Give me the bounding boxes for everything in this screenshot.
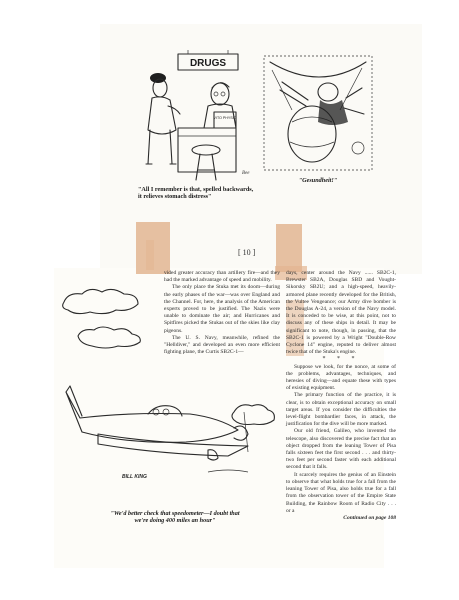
gesundheit-caption: "Gesundheit!"	[298, 177, 338, 184]
paragraph: Suppose we look, for the nonce, at some of the problems, advantages, techniques, and heresies of diving—and equate these with types of existing equipment.	[286, 363, 396, 392]
drugstore-signature: Bee	[242, 171, 250, 176]
cloud	[63, 289, 138, 313]
section-break-stars: * * *	[322, 356, 360, 363]
drugs-sign-text: DRUGS	[189, 58, 227, 69]
plane-caption	[70, 510, 280, 525]
continued-note[interactable]: Continued on page 108	[343, 514, 396, 521]
paragraph: days, center around the Navy ...... SB2C-1, Brewster SB2A, Douglas SBD and Vought-Sikorsky SB2U; and a high-speed, heavily-armored plane recently developed for the British, the Vultee Vengeance; our Army dive bomber is the Douglas A-24, a version of the Navy model. It is conceded to be wise, at this point, not to discuss any of these ships in detail. It may be significant to note, though, in passing, that the SB2C-1 is powered by a Wright "Double-Row Cyclone 14" engine, reputed to deliver almost twice that of the Stuka's engine.	[286, 270, 396, 356]
page-number: [ 10 ]	[238, 248, 256, 257]
gesundheit-cartoon	[262, 52, 374, 174]
article-column-right	[286, 270, 396, 522]
gesundheit-illustration	[262, 52, 374, 174]
cloud	[78, 327, 140, 348]
plane-signature: BILL KING	[122, 474, 147, 480]
drugstore-cartoon	[138, 50, 256, 186]
bottle	[214, 112, 236, 128]
tape-strip	[146, 240, 154, 270]
gunner-head	[318, 83, 338, 101]
plane-illustration	[58, 382, 282, 482]
plane-caption-line2: we're doing 400 miles an hour"	[134, 517, 216, 525]
bottle-label: VITO PHYSIO	[213, 116, 237, 120]
plane-cartoon	[58, 382, 282, 482]
paragraph: Our old friend, Galileo, who invented the telescope, also discovered the precise fact that an object dropped from the leaning Tower of Pisa falls sixteen feet the first second . . . and thirty-two feet per second faster with each additional second that it falls.	[286, 428, 396, 471]
paragraph: The U. S. Navy, meanwhile, refined the "Helldiver," and developed an even more efficient fighting plane, the Curtis SB2C-1—	[164, 334, 280, 356]
paragraph: The only place the Stuka met its doom—during the early phases of the war—was over England and the Channel. For, here, the analysis of the American experts proved to be justified. The Nazis were unable to dominate the air; and Hurricanes and Spitfires picked the Stukas out of the skies like clay pigeons.	[164, 284, 280, 334]
plane-wing	[98, 434, 248, 456]
paragraph: The primary function of the practice, it is clear, is to obtain exceptional accuracy on small target areas. If you consider the difficulties the level-flight bombardier faces, in attack, the justification for the dive will be more marked.	[286, 392, 396, 428]
woman-hat	[150, 73, 166, 83]
woman-coat	[148, 97, 176, 134]
tape-strip	[276, 224, 302, 272]
cloud	[232, 405, 274, 425]
paragraph: It scarcely requires the genius of an Einstein to observe that what holds true for a fall from the leaning Tower of Pisa, also holds true for a fall from the observation tower of the Empire State Building, the Rainbow Room of Radio City . . . or a	[286, 471, 396, 514]
drugstore-illustration	[138, 50, 256, 186]
plane-caption-line1: "We'd better check that speedometer—I doubt that	[110, 510, 240, 517]
plane-fuselage	[66, 392, 238, 442]
drugstore-caption: "All I remember is that, spelled backwards, it relieves stomach distress"	[138, 186, 254, 201]
cloud-illustrations	[58, 284, 158, 354]
paragraph: vided greater accuracy than artillery fire—and they had the marked advantage of speed and mobility.	[164, 270, 280, 284]
stool-seat	[192, 145, 220, 155]
article-column-middle	[164, 270, 280, 356]
